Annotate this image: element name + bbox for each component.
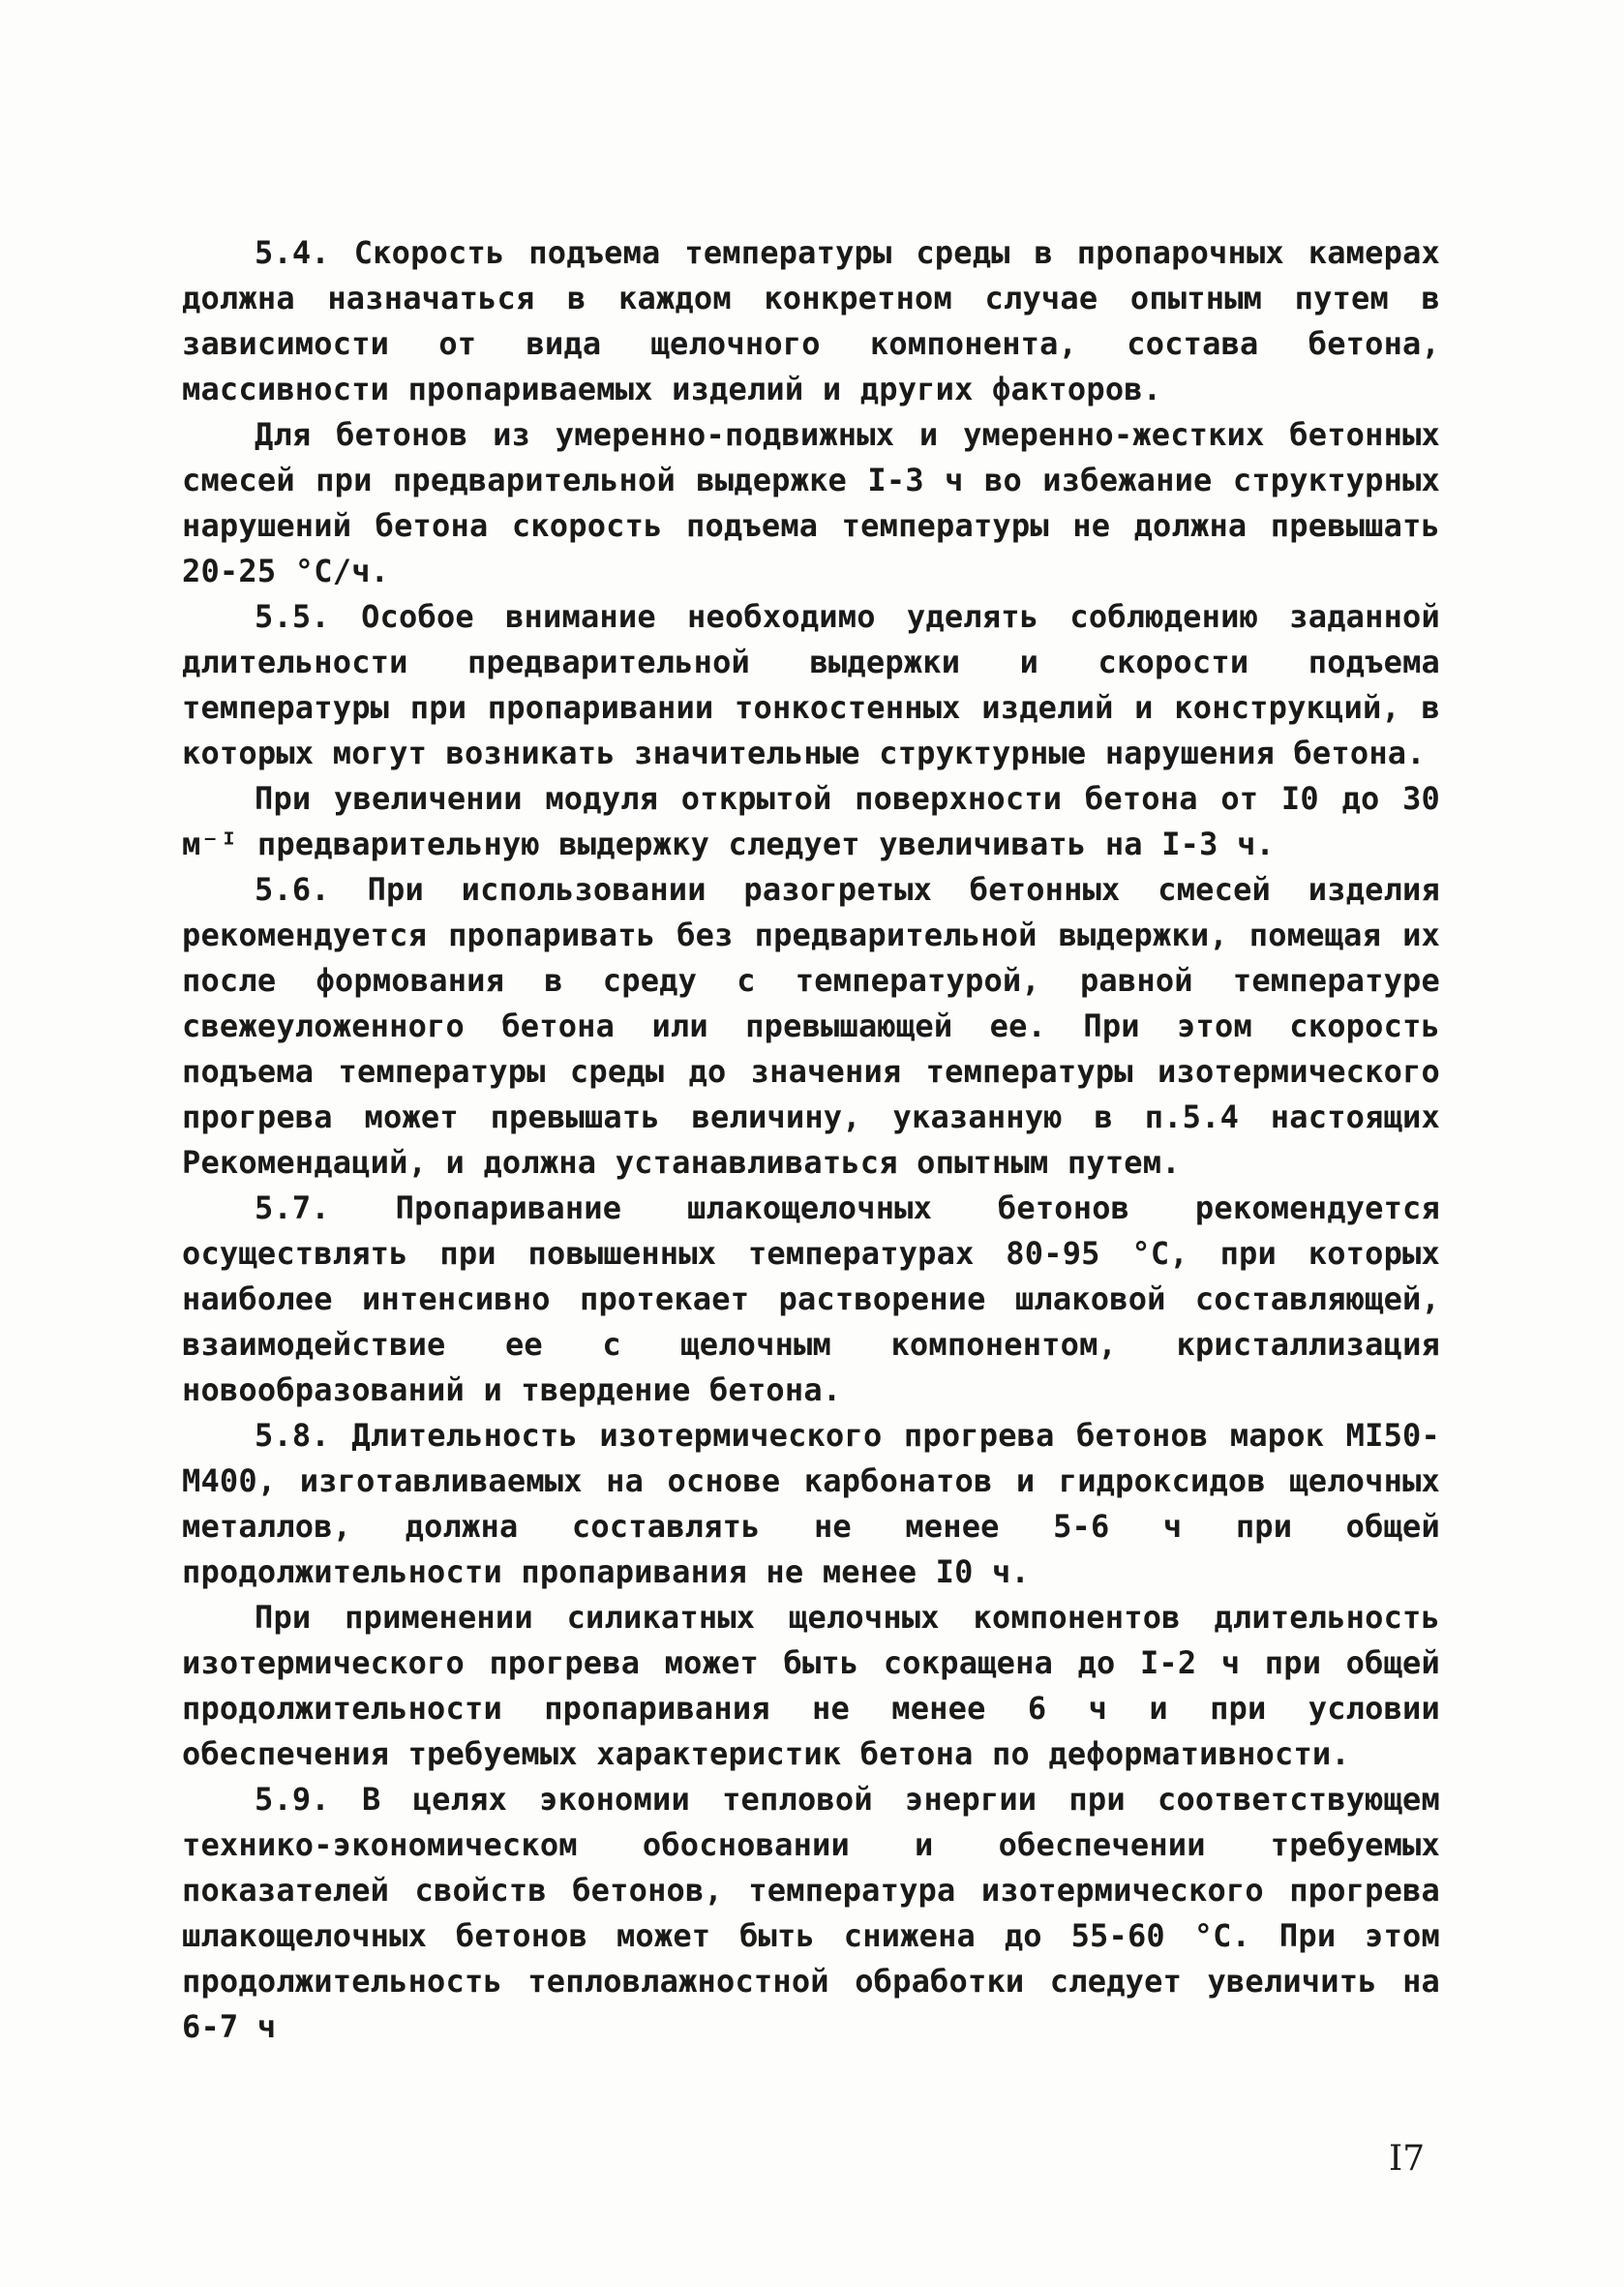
- paragraph-5-8: 5.8. Длительность изотермического прогрева бетонов марок МI50-М400, изготавливаемых на основе карбонатов и гидроксидов щелочных металлов, должна составлять не менее 5-6 ч при общей продолжительности пропаривания не менее I0 ч.: [182, 1417, 1440, 1590]
- paragraph-5-6: 5.6. При использовании разогретых бетонных смесей изделия рекомендуется пропаривать без предварительной выдержки, помещая их после формования в среду с температурой, равной температуре свежеуложенного бетона или превышающей ее. При этом скорость подъема температуры среды до значения температуры изотермического прогрева может превышать величину, указанную в п.5.4 настоящих Рекомендаций, и должна устанавливаться опытным путем.: [182, 871, 1440, 1181]
- paragraph-5-9: 5.9. В целях экономии тепловой энергии при соответствующем технико-экономическом обосновании и обеспечении требуемых показателей свойств бетонов, температура изотермического прогрева шлакощелочных бетонов может быть снижена до 55-60 °С. При этом продолжительность тепловлажностной обработки следует увеличить на 6-7 ч: [182, 1781, 1440, 2045]
- paragraph-5-5: 5.5. Особое внимание необходимо уделять соблюдению заданной длительности предварительной выдержки и скорости подъема температуры при пропаривании тонкостенных изделий и конструкций, в которых могут возникать значительные структурные нарушения бетона.: [182, 598, 1440, 771]
- paragraph-5-5-continued: При увеличении модуля открытой поверхности бетона от I0 до 30 м⁻ᴵ предварительную выдержку следует увеличивать на I-3 ч.: [182, 780, 1440, 862]
- paragraph-5-8-continued: При применении силикатных щелочных компонентов длительность изотермического прогрева может быть сокращена до I-2 ч при общей продолжительности пропаривания не менее 6 ч и при условии обеспечения требуемых характеристик бетона по деформативности.: [182, 1599, 1440, 1772]
- paragraph-5-4: 5.4. Скорость подъема температуры среды в пропарочных камерах должна назначаться в каждом конкретном случае опытным путем в зависимости от вида щелочного компонента, состава бетона, массивности пропариваемых изделий и других факторов.: [182, 234, 1440, 407]
- paragraph-5-4-continued: Для бетонов из умеренно-подвижных и умеренно-жестких бетонных смесей при предварительной выдержке I-3 ч во избежание структурных нарушений бетона скорость подъема температуры не должна превышать 20-25 °С/ч.: [182, 416, 1440, 589]
- page-number: I7: [1389, 2139, 1426, 2179]
- paragraph-5-7: 5.7. Пропаривание шлакощелочных бетонов рекомендуется осуществлять при повышенных температурах 80-95 °С, при которых наиболее интенсивно протекает растворение шлаковой составляющей, взаимодействие ее с щелочным компонентом, кристаллизация новообразований и твердение бетона.: [182, 1189, 1440, 1408]
- document-body: [182, 230, 1440, 2050]
